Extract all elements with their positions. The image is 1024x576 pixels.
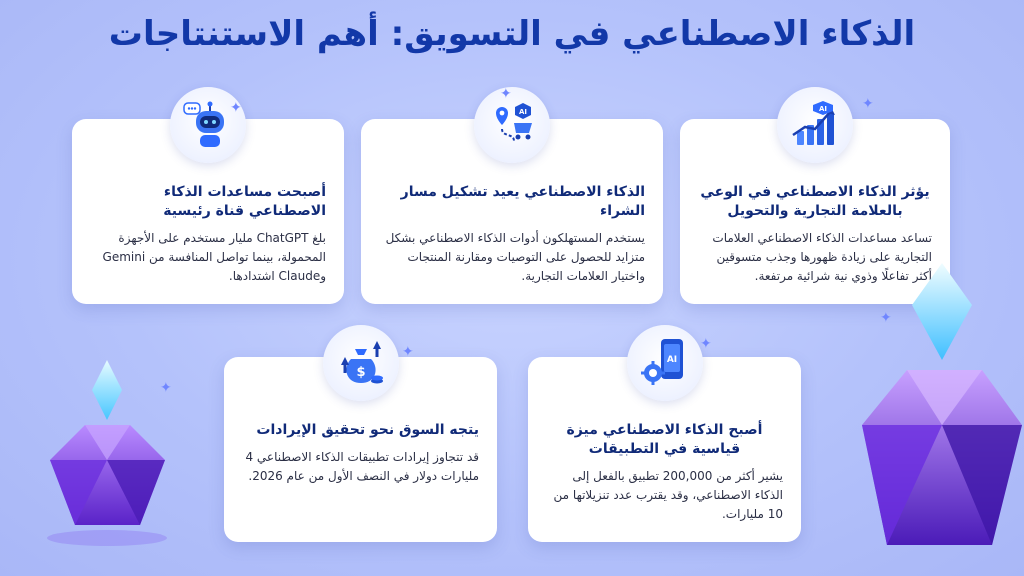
chart-growth-icon <box>777 87 853 163</box>
svg-text:AI: AI <box>518 108 528 116</box>
card-ai-assistants <box>72 119 344 304</box>
svg-text:AI: AI <box>818 105 828 113</box>
robot-chat-icon <box>170 87 246 163</box>
sparkle-icon: ✦ <box>500 86 512 102</box>
card-body: تساعد مساعدات الذكاء الاصطناعي العلامات التجارية على زيادة ظهورها وجذب متسوقين أكثر تفاعلًا وذوي نية شرائية مرتفعة. <box>712 231 932 283</box>
card-heading: أصبحت مساعدات الذكاء الاصطناعي قناة رئيسية <box>163 184 326 219</box>
sparkle-icon: ✦ <box>230 100 242 116</box>
card-purchase-path <box>361 108 663 304</box>
card-heading: يتجه السوق نحو تحقيق الإيرادات <box>256 422 479 438</box>
card-heading: أصبح الذكاء الاصطناعي ميزة قياسية في التطبيقات <box>566 422 763 457</box>
svg-text:$: $ <box>355 365 366 380</box>
sparkle-icon: ✦ <box>880 310 892 326</box>
card-heading: يؤثر الذكاء الاصطناعي في الوعي بالعلامة التجارية والتحويل <box>700 184 930 219</box>
card-heading: الذكاء الاصطناعي يعيد تشكيل مسار الشراء <box>400 184 645 219</box>
sparkle-icon: ✦ <box>402 344 414 360</box>
card-ai-apps <box>528 357 801 542</box>
phone-ai-icon <box>627 325 703 401</box>
sparkle-icon: ✦ <box>700 336 712 352</box>
card-body: بلغ ChatGPT مليار مستخدم على الأجهزة المحمولة، بينما تواصل المنافسة من Gemini وClaude اشتدادها. <box>102 231 326 283</box>
card-body: قد تتجاوز إيرادات تطبيقات الذكاء الاصطناعي 4 مليارات دولار في النصف الأول من عام 2026. <box>245 450 479 483</box>
sparkle-icon: ✦ <box>160 380 172 396</box>
svg-text:AI: AI <box>666 355 677 365</box>
sparkle-icon: ✦ <box>862 96 874 112</box>
shopping-path-icon <box>474 87 550 163</box>
card-revenue <box>224 357 497 542</box>
card-body: يشير أكثر من 200,000 تطبيق بالفعل إلى الذكاء الاصطناعي، وقد يقترب عدد تنزيلاتها من 10 مليارات. <box>553 469 783 521</box>
card-body: يستخدم المستهلكون أدوات الذكاء الاصطناعي بشكل متزايد للحصول على التوصيات ومقارنة المنتجات واختيار العلامات التجارية. <box>385 231 645 283</box>
money-bag-icon <box>323 325 399 401</box>
crystal-gem-right-icon <box>842 255 1024 576</box>
page-title: الذكاء الاصطناعي في التسويق: أهم الاستنتاجات <box>108 14 916 54</box>
